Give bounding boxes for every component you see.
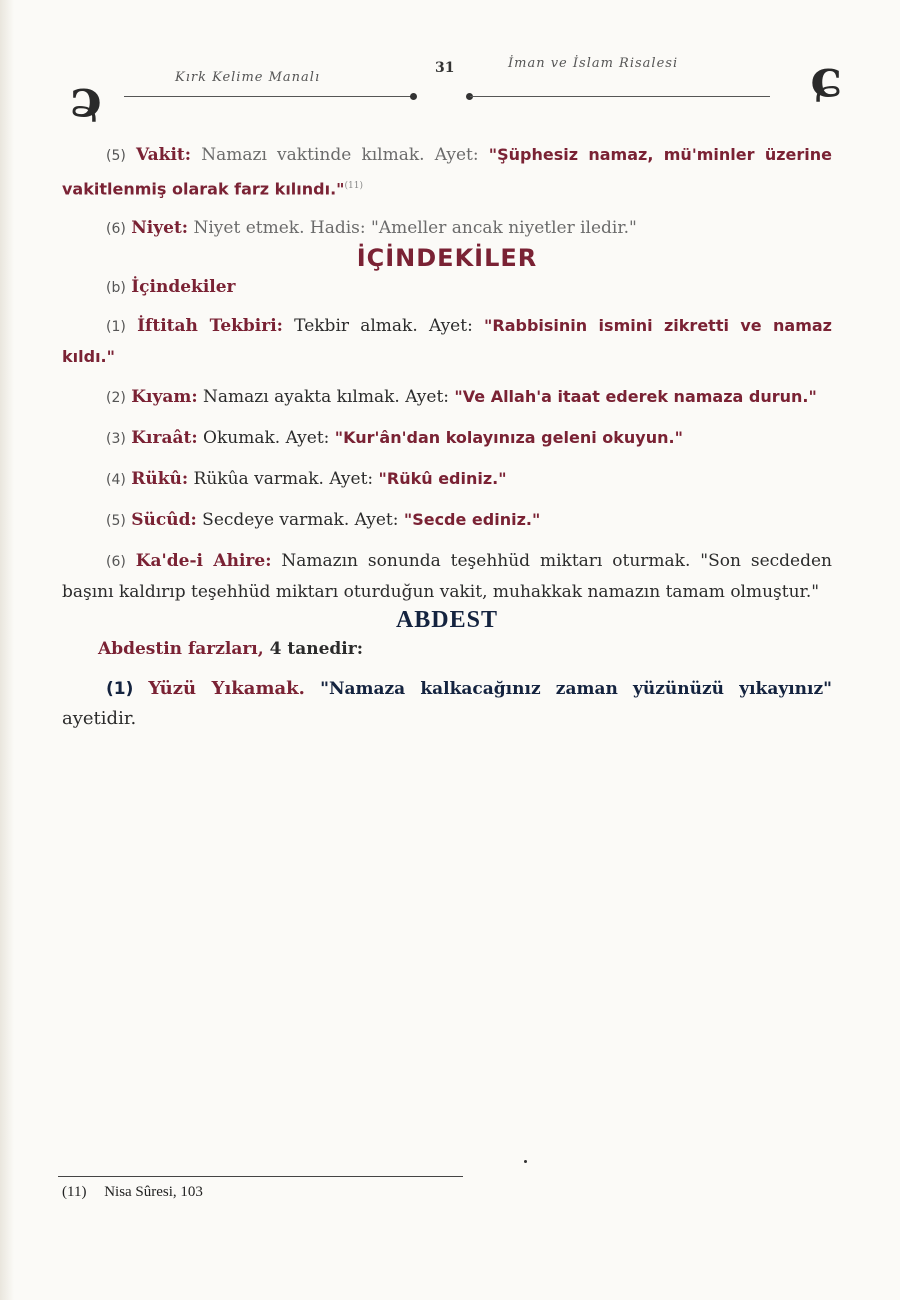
item-term: Kıyam: [131,386,198,407]
page-header [60,48,850,128]
list-item [62,382,832,413]
footnote-rule [58,1176,463,1177]
item-term: Vakit: [136,145,192,165]
header-rule-right [470,96,770,97]
ink-speck [524,1160,527,1163]
item-number: (4) [106,471,126,488]
item-quote: "Kur'ân'dan kolayınıza geleni okuyun." [334,427,683,447]
item-number: (3) [106,430,126,447]
item-text: Namazı ayakta kılmak. Ayet: [197,386,455,407]
item-text: Rükûa varmak. Ayet: [188,468,379,489]
item-term: Kıraât: [131,427,198,448]
item-term: Rükû: [131,468,189,489]
item-text: Namazı vaktinde kılmak. Ayet: [191,145,489,165]
footnote [62,1184,203,1201]
item-quote: "Ve Allah'a itaat ederek namaza durun." [454,386,817,406]
subheading-text: 4 tanedir: [263,638,363,659]
ornament-left-icon: ɕ [70,68,102,129]
item-number: (5) [106,148,126,164]
item-number: (6) [106,553,126,570]
item-text: Secdeye varmak. Ayet: [196,509,404,530]
list-item [62,311,832,372]
list-item [62,674,832,734]
item-number: (b) [106,279,126,296]
paragraph-vakit [62,140,832,205]
item-term: Niyet: [131,217,189,238]
item-quote: "Secde ediniz." [403,509,541,529]
item-term: Sücûd: [131,509,197,530]
item-quote: "Namaza kalkacağınız zaman yüzünüzü yıkayınız" [304,678,833,699]
item-quote: "Şüphesiz namaz, mü'minler üzerine vakitlenmiş olarak farz kılındı." [62,145,833,199]
item-number: (2) [106,389,126,406]
header-book-title: Kırk Kelime Manalı [175,70,321,85]
ornament-right-icon: ɕ [810,48,842,109]
header-rule-left [124,96,414,97]
item-text: Niyet etmek. Hadis: [188,217,372,238]
item-term: Ka'de-i Ahire: [135,550,272,571]
subsection-heading [98,634,832,664]
list-item [62,505,832,536]
item-quote: "Ameller ancak niyetler iledir." [371,217,637,238]
list-item [62,423,832,454]
item-number: (6) [106,220,126,237]
item-text: ayetidir. [62,707,137,729]
list-item [62,464,832,495]
item-number: (1) [106,318,126,335]
list-item [62,546,832,607]
item-text: Okumak. Ayet: [197,427,335,448]
page-body [62,140,832,734]
item-text: Tekbir almak. Ayet: [282,315,485,336]
footnote-ref: (11) [344,181,363,191]
item-term: Yüzü Yıkamak. [148,677,305,699]
item-term: İftitah Tekbiri: [137,315,283,336]
item-quote: "Rabbisinin ismini zikretti ve namaz kıldı." [62,315,832,366]
section-title-abdest: ABDEST [395,606,499,633]
header-dot-left [410,93,417,100]
item-term: İçindekiler [131,276,236,297]
subheading-term: Abdestin farzları, [98,638,264,659]
section-title-icindekiler: İÇİNDEKİLER [356,243,538,272]
item-number: (1) [106,678,134,699]
subsection-label [62,272,832,303]
item-quote: "Rükû ediniz." [378,468,507,488]
footnote-text: Nisa Sûresi, 103 [104,1184,203,1200]
paragraph-niyet [62,213,832,244]
page-number: 31 [435,60,455,76]
header-chapter-title: İman ve İslam Risalesi [508,56,679,71]
item-number: (5) [106,512,126,529]
item-text: Namazın sonunda teşehhüd miktarı oturmak. "Son secdeden başını kaldırıp teşehhüd miktarı oturduğun vakit, muhakkak namazın tamam olmuştur." [62,550,832,602]
footnote-number: (11) [62,1184,87,1200]
page-edge-shadow [0,0,14,1300]
